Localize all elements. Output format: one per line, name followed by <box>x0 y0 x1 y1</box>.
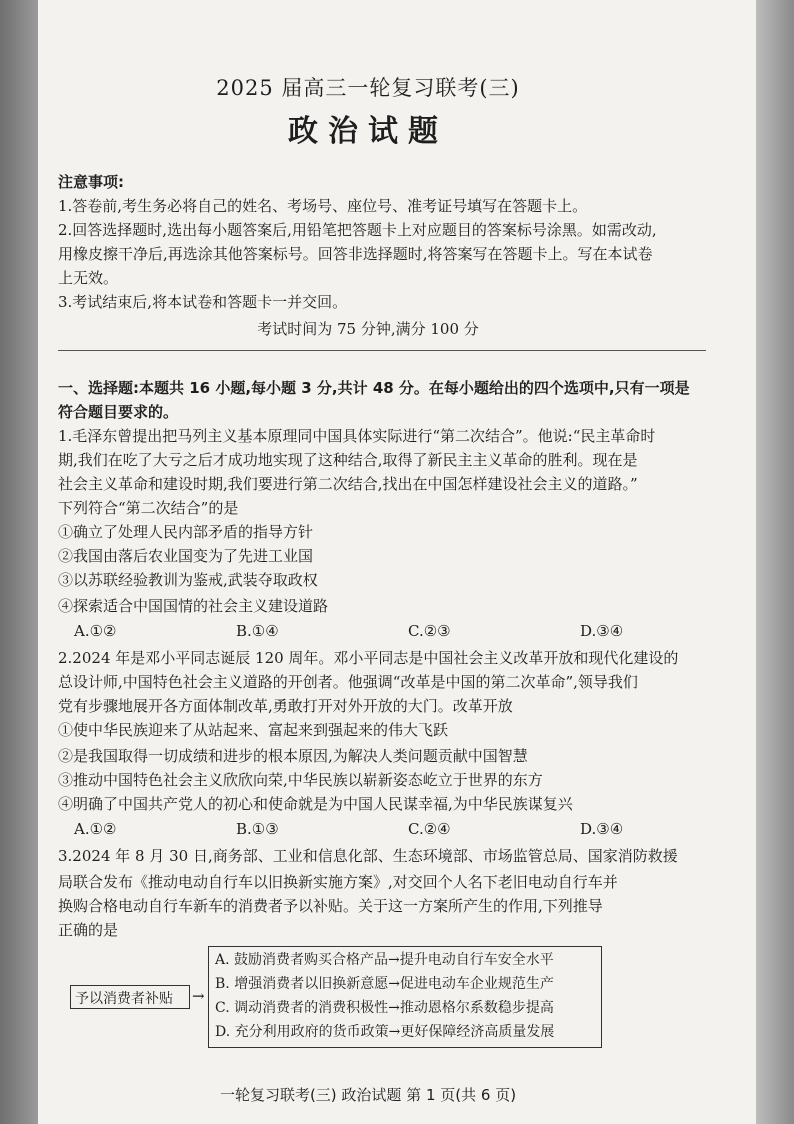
q2-item: ②是我国取得一切成绩和进步的根本原因,为解决人类问题贡献中国智慧 <box>58 747 528 765</box>
q2-option-d: D.③④ <box>580 820 624 838</box>
page-footer: 一轮复习联考(三) 政治试题 第 1 页(共 6 页) <box>219 1086 517 1104</box>
q2-stem: 2.2024 年是邓小平同志诞辰 120 周年。邓小平同志是中国社会主义改革开放和现代化建设的 <box>58 649 679 667</box>
q3-option-b: B. 增强消费者以旧换新意愿→促进电动车企业规范生产 <box>215 976 554 992</box>
q3-option-c: C. 调动消费者的消费积极性→推动恩格尔系数稳步提高 <box>215 1000 554 1016</box>
q1-item: ③以苏联经验教训为鉴戒,武装夺取政权 <box>58 571 318 589</box>
diagram-options-box <box>208 946 602 1048</box>
notice-line: 1.答卷前,考生务必将自己的姓名、考场号、座位号、准考证号填写在答题卡上。 <box>58 197 588 215</box>
q2-option-a: A.①② <box>74 820 117 838</box>
q2-option-c: C.②④ <box>408 820 451 838</box>
q1-item: ④探索适合中国国情的社会主义建设道路 <box>58 597 329 615</box>
q2-item: ③推动中国特色社会主义欣欣向荣,中华民族以崭新姿态屹立于世界的东方 <box>58 771 543 789</box>
page-shadow-left <box>0 0 38 1124</box>
q2-stem: 党有步骤地展开各方面体制改革,勇敢打开对外开放的大门。改革开放 <box>58 697 513 715</box>
notice-line: 用橡皮擦干净后,再选涂其他答案标号。回答非选择题时,将答案写在答题卡上。写在本试卷 <box>58 245 653 263</box>
q3-stem: 换购合格电动自行车新车的消费者予以补贴。关于这一方案所产生的作用,下列推导 <box>58 897 603 915</box>
q1-item: ①确立了处理人民内部矛盾的指导方针 <box>58 523 314 541</box>
q2-option-b: B.①③ <box>236 820 279 838</box>
q3-stem: 正确的是 <box>58 921 119 939</box>
q2-item: ④明确了中国共产党人的初心和使命就是为中国人民谋幸福,为中华民族谋复兴 <box>58 795 573 813</box>
notice-line: 3.考试结束后,将本试卷和答题卡一并交回。 <box>58 293 348 311</box>
section-heading-cont: 符合题目要求的。 <box>58 403 179 421</box>
q1-item: ②我国由落后农业国变为了先进工业国 <box>58 547 314 565</box>
notice-line: 2.回答选择题时,选出每小题答案后,用铅笔把答题卡上对应题目的答案标号涂黑。如需改动, <box>58 221 657 239</box>
diagram-source-box <box>70 985 190 1009</box>
q1-option-b: B.①④ <box>236 622 279 640</box>
q3-option-d: D. 充分利用政府的货币政策→更好保障经济高质量发展 <box>215 1024 555 1040</box>
section-heading: 一、选择题:本题共 16 小题,每小题 3 分,共计 48 分。在每小题给出的四个选项中,只有一项是 <box>58 379 690 397</box>
notice-heading: 注意事项: <box>58 173 124 191</box>
q3-stem: 局联合发布《推动电动自行车以旧换新实施方案》,对交回个人名下老旧电动自行车并 <box>58 873 618 891</box>
q3-option-a: A. 鼓励消费者购买合格产品→提升电动自行车安全水平 <box>215 952 554 968</box>
q1-stem: 下列符合“第二次结合”的是 <box>58 499 239 517</box>
q1-stem: 社会主义革命和建设时期,我们要进行第二次结合,找出在中国怎样建设社会主义的道路。” <box>58 475 638 493</box>
page-shadow-right <box>756 0 794 1124</box>
q1-stem: 期,我们在吃了大亏之后才成功地实现了这种结合,取得了新民主主义革命的胜利。现在是 <box>58 451 638 469</box>
q1-option-c: C.②③ <box>408 622 451 640</box>
q1-stem: 1.毛泽东曾提出把马列主义基本原理同中国具体实际进行“第二次结合”。他说:“民主革命时 <box>58 427 656 445</box>
q2-stem: 总设计师,中国特色社会主义道路的开创者。他强调“改革是中国的第二次革命”,领导我们 <box>58 673 638 691</box>
q3-stem: 3.2024 年 8 月 30 日,商务部、工业和信息化部、生态环境部、市场监管总局、国家消防救援 <box>58 847 678 865</box>
exam-title: 2025 届高三一轮复习联考(三) <box>216 76 520 100</box>
diagram-source-label: 予以消费者补贴 <box>75 991 173 1007</box>
diagram-arrow: → <box>192 987 205 1005</box>
notice-line: 上无效。 <box>58 269 119 287</box>
subject-title: 政治试题 <box>288 114 448 149</box>
q1-option-d: D.③④ <box>580 622 624 640</box>
exam-time: 考试时间为 75 分钟,满分 100 分 <box>257 320 479 338</box>
q2-item: ①使中华民族迎来了从站起来、富起来到强起来的伟大飞跃 <box>58 721 449 739</box>
q1-option-a: A.①② <box>74 622 117 640</box>
divider <box>58 350 706 351</box>
